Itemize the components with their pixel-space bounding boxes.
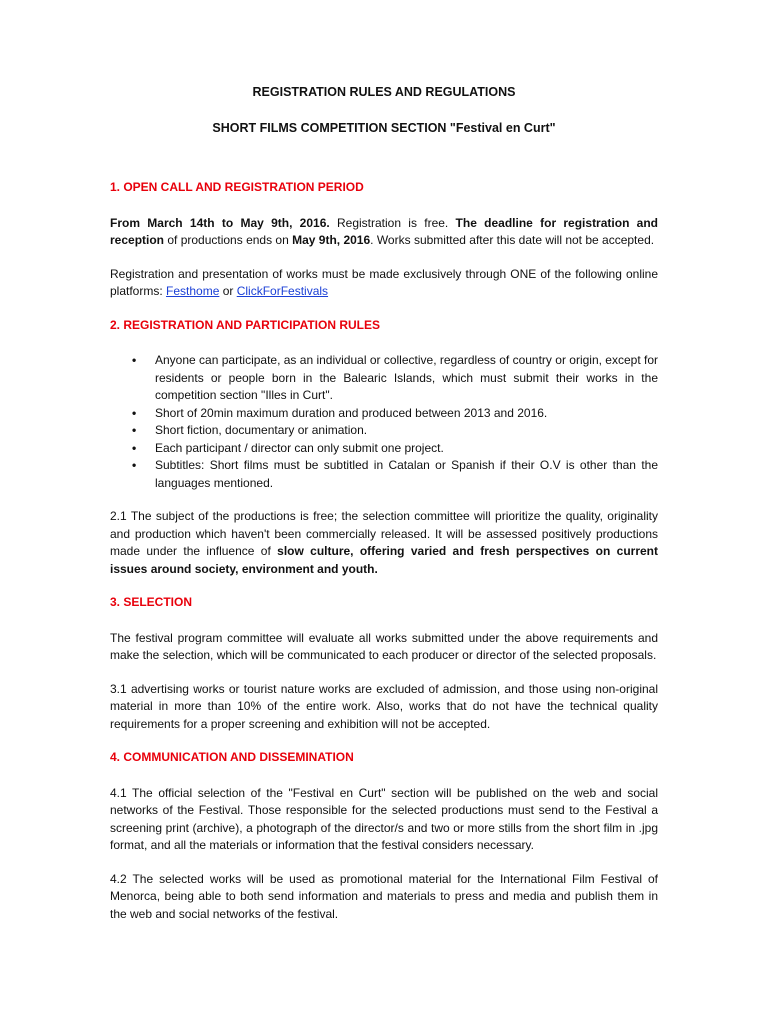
section-heading-participation-rules: 2. REGISTRATION AND PARTICIPATION RULES — [110, 317, 381, 332]
list-item: • Short fiction, documentary or animation. — [110, 422, 658, 440]
bullet-icon: • — [132, 353, 137, 367]
bullet-icon: • — [132, 458, 137, 472]
list-item: • Short of 20min maximum duration and produced between 2013 and 2016. — [110, 405, 658, 423]
official-selection-paragraph: 4.1 The official selection of the "Festival en Curt" section will be published on the web and social networks of the Festival. Those responsible for the selected productions must send to the Festival a screening print (archive), a photograph of the director/s and two or more stills from the short film in .jpg format, and all the materials or information that the festival considers necessary. — [110, 785, 658, 852]
registration-dates: From March 14th to May 9th, 2016. — [110, 215, 330, 230]
bullet-icon: • — [132, 405, 137, 420]
document-title: REGISTRATION RULES AND REGULATIONS — [252, 85, 516, 99]
registration-period-paragraph: From March 14th to May 9th, 2016. Registration is free. The deadline for registration and reception of productions ends on May 9th, 2016. Works submitted after this date will not be accepted. — [110, 215, 659, 247]
bullet-icon: • — [132, 423, 137, 437]
deadline-date: May 9th, 2016 — [292, 233, 371, 247]
subject-paragraph: 2.1 The subject of the productions is free; the selection committee will prioritize the quality, originality and production which haven't been commercially released. It will be assessed positively productions made under the influence of slow culture, offering varied and fresh perspectives on current issues around society, environment and youth. — [110, 509, 658, 576]
list-item: • Each participant / director can only submit one project. — [110, 440, 658, 458]
document-subtitle: SHORT FILMS COMPETITION SECTION "Festival en Curt" — [212, 120, 556, 135]
slow-culture-emphasis: slow culture, offering varied and fresh perspectives on current issues around society, environment and youth. — [110, 544, 658, 576]
section-heading-communication: 4. COMMUNICATION AND DISSEMINATION — [110, 750, 354, 764]
platforms-paragraph: Registration and presentation of works must be made exclusively through ONE of the following online platforms: Festhome or ClickForFestivals — [110, 266, 658, 298]
list-item: • Anyone can participate, as an individual or collective, regardless of country or origin, except for residents or people born in the Balearic Islands, which must submit their works in the competition section "Illes in Curt". — [132, 353, 658, 402]
participation-rules-list — [110, 352, 658, 492]
bullet-icon: • — [132, 440, 137, 455]
list-item: • Subtitles: Short films must be subtitled in Catalan or Spanish if their O.V is other than the languages mentioned. — [132, 458, 658, 490]
deadline-label: The deadline for registration and reception — [110, 215, 659, 247]
clickforfestivals-link[interactable]: ClickForFestivals — [236, 284, 329, 298]
section-heading-open-call: 1. OPEN CALL AND REGISTRATION PERIOD — [110, 180, 364, 194]
promotional-material-paragraph: 4.2 The selected works will be used as promotional material for the International Film Festival of Menorca, being able to both send information and materials to press and media and publish them in the web and social networks of the festival. — [110, 871, 658, 921]
section-heading-selection: 3. SELECTION — [110, 595, 193, 609]
selection-paragraph: The festival program committee will evaluate all works submitted under the above requirements and make the selection, which will be communicated to each producer or director of the selected proposals. — [110, 630, 658, 662]
festhome-link[interactable]: Festhome — [166, 284, 220, 298]
exclusion-paragraph: 3.1 advertising works or tourist nature works are excluded of admission, and those using non-original material in more than 10% of the entire work. Also, works that do not have the technical quality requirements for a proper screening and exhibition will not be accepted. — [110, 681, 658, 731]
